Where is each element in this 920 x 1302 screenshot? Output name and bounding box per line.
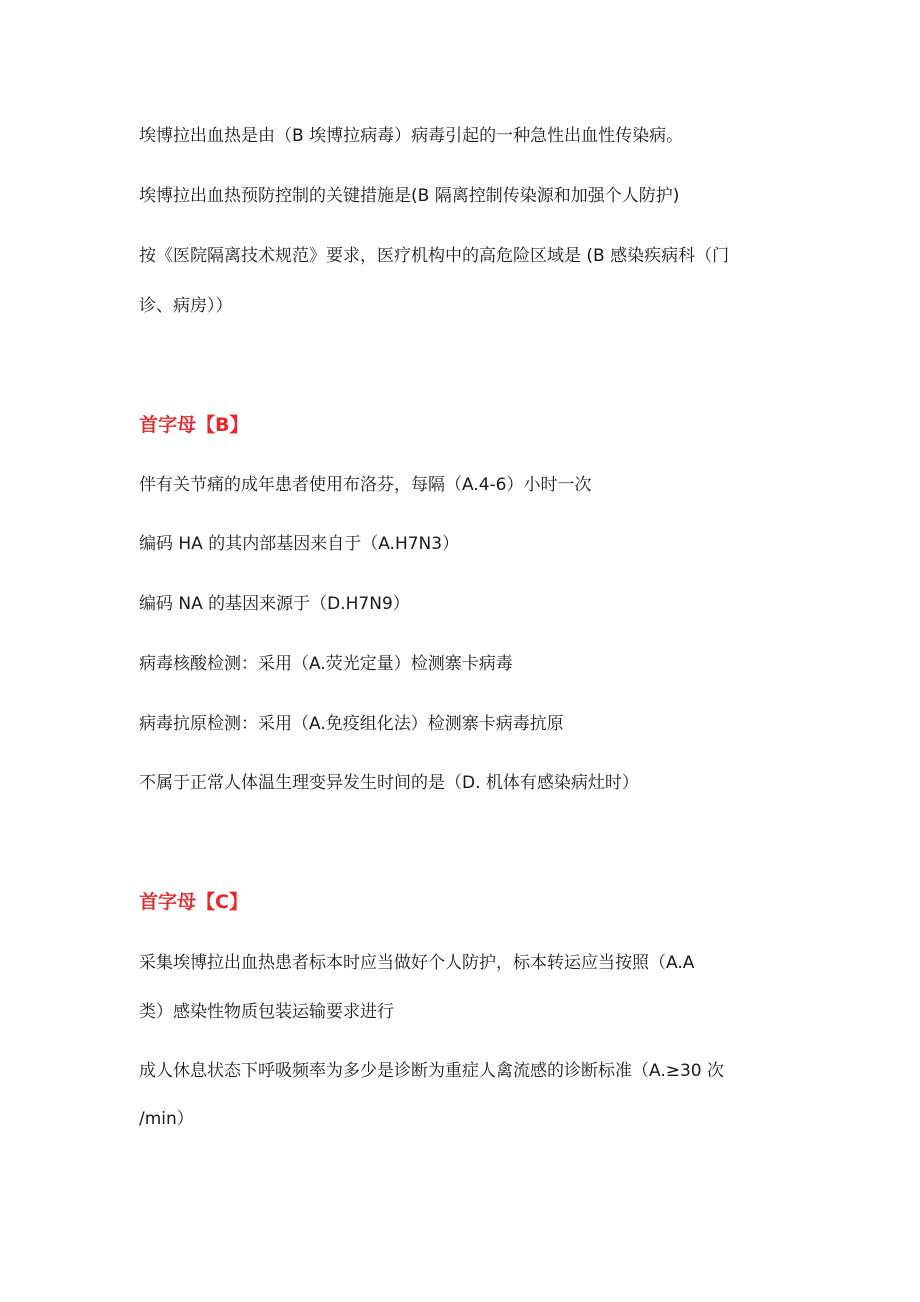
text-line: 按《医院隔离技术规范》要求，医疗机构中的高危险区域是 (B 感染疾病科（门 <box>139 246 730 266</box>
list-item: 病毒核酸检测：采用（A.荧光定量）检测寨卡病毒 <box>139 654 513 674</box>
text-line: 采集埃博拉出血热患者标本时应当做好个人防护，标本转运应当按照（A.A <box>139 953 695 973</box>
text-line: 类）感染性物质包装运输要求进行 <box>139 1002 394 1022</box>
list-item: 病毒抗原检测：采用（A.免疫组化法）检测寨卡病毒抗原 <box>139 714 564 734</box>
section-heading-b: 首字母【B】 <box>139 414 249 436</box>
list-item: 编码 NA 的基因来源于（D.H7N9） <box>139 594 410 614</box>
text-line: 埃博拉出血热预防控制的关键措施是(B 隔离控制传染源和加强个人防护) <box>139 186 680 206</box>
list-item: 不属于正常人体温生理变异发生时间的是（D. 机体有感染病灶时） <box>139 773 639 793</box>
text-line: 成人休息状态下呼吸频率为多少是诊断为重症人禽流感的诊断标准（A.≥30 次 <box>139 1061 725 1081</box>
text-line: 埃博拉出血热是由（B 埃博拉病毒）病毒引起的一种急性出血性传染病。 <box>139 126 684 146</box>
text-line: /min） <box>139 1109 194 1129</box>
section-heading-c: 首字母【C】 <box>139 891 248 913</box>
list-item: 伴有关节痛的成年患者使用布洛芬，每隔（A.4-6）小时一次 <box>139 475 592 495</box>
list-item: 编码 HA 的其内部基因来自于（A.H7N3） <box>139 534 460 554</box>
text-line: 诊、病房）） <box>139 296 233 316</box>
